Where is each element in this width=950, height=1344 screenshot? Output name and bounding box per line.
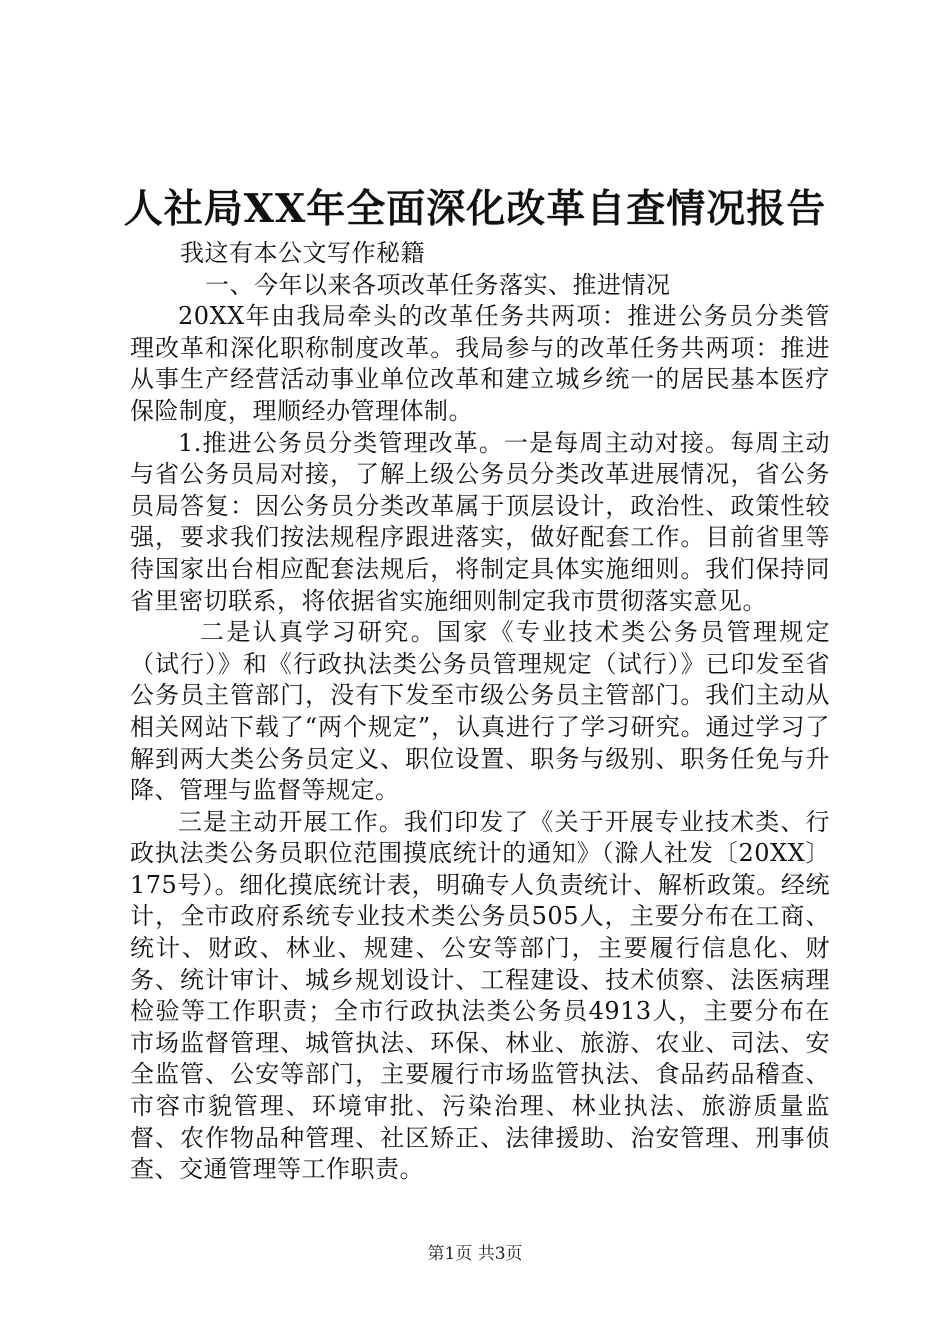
document-title: 人社局XX年全面深化改革自查情况报告 [123, 186, 827, 232]
page-number: 第1页 共3页 [427, 1244, 523, 1264]
document-body [130, 238, 830, 1186]
paragraph: 1.推进公务员分类管理改革。一是每周主动对接。每周主动与省公务员局对接，了解上级公务员分类改革进展情况，省公务员局答复：因公务员分类改革属于顶层设计，政治性、政策性较强，要求我们按法规程序跟进落实，做好配套工作。目前省里等待国家出台相应配套法规后，将制定具体实施细则。我们保持同省里密切联系，将依据省实施细则制定我市贯彻落实意见。 [130, 428, 830, 615]
intro-line: 我这有本公文写作秘籍 [180, 239, 425, 267]
paragraph: 二是认真学习研究。国家《专业技术类公务员管理规定（试行）》和《行政执法类公务员管理规定（试行）》已印发至省公务员主管部门，没有下发至市级公务员主管部门。我们主动从相关网站下载了“两个规定”，认真进行了学习研究。通过学习了解到两大类公务员定义、职位设置、职务与级别、职务任免与升降、管理与监督等规定。 [130, 618, 830, 805]
paragraph: 三是主动开展工作。我们印发了《关于开展专业技术类、行政执法类公务员职位范围摸底统计的通知》（滁人社发〔20XX〕175号）。细化摸底统计表，明确专人负责统计、解析政策。经统计，全市政府系统专业技术类公务员505人，主要分布在工商、统计、财政、林业、规建、公安等部门，主要履行信息化、财务、统计审计、城乡规划设计、工程建设、技术侦察、法医病理检验等工作职责；全市行政执法类公务员4913人，主要分布在市场监督管理、城管执法、环保、林业、旅游、农业、司法、安全监管、公安等部门，主要履行市场监管执法、食品药品稽查、市容市貌管理、环境审批、污染治理、林业执法、旅游质量监督、农作物品种管理、社区矫正、法律援助、治安管理、刑事侦查、交通管理等工作职责。 [130, 807, 830, 1184]
section-heading: 一、今年以来各项改革任务落实、推进情况 [205, 270, 671, 299]
paragraph: 20XX年由我局牵头的改革任务共两项：推进公务员分类管理改革和深化职称制度改革。我局参与的改革任务共两项：推进从事生产经营活动事业单位改革和建立城乡统一的居民基本医疗保险制度，理顺经办管理体制。 [130, 302, 830, 425]
